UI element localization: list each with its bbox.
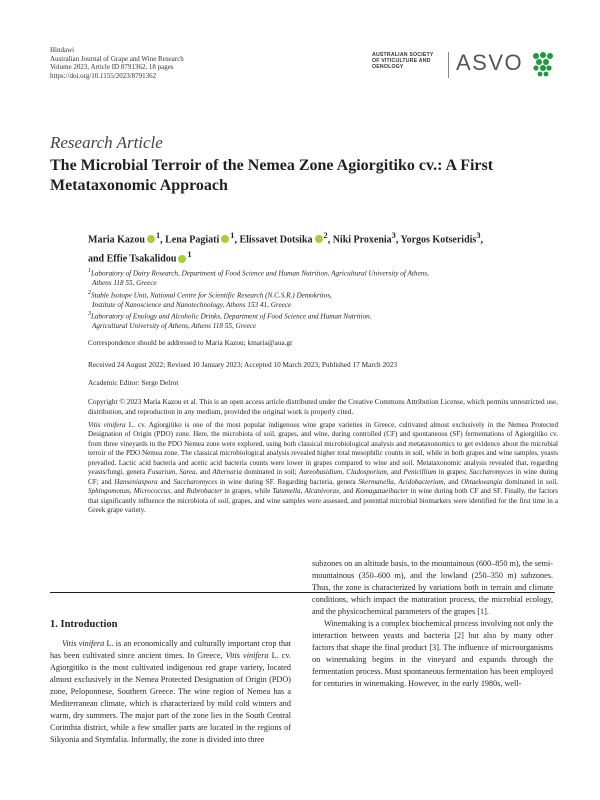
orcid-icon[interactable] xyxy=(147,235,155,243)
author-name[interactable]: Maria Kazou xyxy=(88,234,145,246)
affiliation-item: $^1$Laboratory of Dairy Research, Department of Food Science and Human Nutrition, Agricultural University of Athens, xyxy=(88,268,429,278)
orcid-icon[interactable] xyxy=(315,235,323,243)
affiliation-item: $^3$Laboratory of Enology and Alcoholic Drinks, Department of Food Science and Human Nutrition, xyxy=(88,311,372,321)
section-heading: 1. Introduction xyxy=(50,619,118,630)
journal-header xyxy=(50,46,184,80)
abstract: Vitis vinifera L. cv. Agiorgitiko is one of the most popular indigenous wine grape varieties in Greece, cultivated almost exclusively in the Nemea Protected Designation of Origin (PDO) zone. Here, the microbiota of soil, grapes, and wine, during controlled (CF) and spontaneous (SF) fermentations of Agiorgitiko cv. from three vineyards in the PDO Nemea zone were explored, using both classical microbiological analysis and metataxonomics to get evidence about the microbial terroir of the PDO Nemea zone. The classical microbiological analysis revealed higher total mesophilic counts in soil, while in both grapes and wine samples, yeasts prevailed. Lactic acid bacteria and acetic acid bacteria counts were lower in grapes compared to wine and soil. Metataxonomic analysis revealed that, regarding yeasts/fungi, genera Fusarium, Sarea, and Alternaria dominated in soil; Aureobasidium, Cladosporium, and Penicillium in grapes; Saccharomyces in wine during CF; and Hanseniaspora and Saccharomyces in wine during SF. Regarding bacteria, genera Skermanella, Acidobacterium, and Ohtaekwangia dominated in soil, Sphingomonas, Micrococcus, and Rubrobacter in grapes, while Tatumella, Alcanivorax, and Komagataeibacter in wine during both CF and SF. Finally, the factors that significantly influence the microbiota of soil, grapes, and wine samples were assessed, and potential microbial biomarkers were identified for the first time in a Greek grape variety. xyxy=(88,421,559,515)
correspondence: Correspondence should be addressed to Maria Kazou; kmaria@aua.gr xyxy=(88,338,293,347)
author-name[interactable]: Niki Proxenia xyxy=(332,234,392,246)
journal-name: Australian Journal of Grape and Wine Research xyxy=(50,54,184,63)
author-name[interactable]: Elissavet Dotsika xyxy=(239,234,313,246)
article-type: Research Article xyxy=(50,133,163,152)
body-paragraph: subzones on an altitude basis, to the mountainous (600–850 m), the semi-mountainous (350–600 m), and the lowland (250–350 m) subzones. Thus, the zone is characterized by variations both in terrain and climate conditions, which impact the maturation process, the microbial ecology, and the physicochemical parameters of the grapes [1]. xyxy=(312,559,553,617)
academic-editor: Academic Editor: Serge Delrot xyxy=(88,378,179,387)
author-name[interactable]: Effie Tsakalidou xyxy=(106,253,177,265)
copyright-notice: Copyright © 2023 Maria Kazou et al. This is an open access article distributed under the Creative Commons Attribution License, which permits unrestricted use, distribution, and reproduction in any medium, provided the original work is properly cited. xyxy=(88,397,558,416)
publisher-name: Hindawi xyxy=(50,46,75,54)
article-title: The Microbial Terroir of the Nemea Zone Agiorgitiko cv.: A First Metataxonomic Approach xyxy=(50,157,494,194)
affiliations: $^1$Laboratory of Dairy Research, Department of Food Science and Human Nutrition, Agricultural University of Athens, Athens 118 55, Greece $^2$Stable Isotope Unit, National Centre for Scientific Research (N.C.S.R.) Demokritos, Institute of Nanoscience and Nanotechnology, Athens 153 41, Greece $^3$Laboratory of Enology and Alcoholic Drinks, Department of Food Science and Human Nutrition, Agricultural University of Athens, Athens 118 55, Greece xyxy=(88,267,558,332)
author-name[interactable]: Lena Pagiati xyxy=(165,234,220,246)
publication-dates: Received 24 August 2022; Revised 10 January 2023; Accepted 10 March 2023; Published 17 March 2023 xyxy=(88,360,398,369)
affiliation-item: $^2$Stable Isotope Unit, National Centre for Scientific Research (N.C.S.R.) Demokritos, xyxy=(88,289,332,299)
doi-link[interactable]: https://doi.org/10.1155/2023/8791362 xyxy=(50,71,157,80)
society-logos xyxy=(372,50,552,82)
body-paragraph: Vitis vinifera L. is an economically and culturally important crop that has been cultivated since ancient times. In Greece, Vitis vinifera L. cv. Agiorgitiko is the most cultivated indigenous red grape variety, located almost exclusively in the Nemea Protected Designation of Origin (PDO) zone, Peloponnese, Southern Greece. The wine region of Nemea has a Mediterranean climate, which is characterized by mild cold winters and warm, dry summers. The major part of the zone lies in the South Central Corinthia district, while a few smaller parts are located in the regions of Sikyonia and Stymfalia. Informally, the zone is divided into three xyxy=(50,639,291,745)
volume-info: Volume 2023, Article ID 8791362, 18 pages xyxy=(50,63,174,72)
body-paragraph: Winemaking is a complex biochemical process involving not only the interaction between yeasts and bacteria [2] but also by many other factors that shape the final product [3]. The influence of microorganisms on winemaking begins in the vineyard and expands through the fermentation process. Must spontaneous fermentation has been employed for centuries in winemaking. However, in the early 1980s, well- xyxy=(312,619,553,689)
author-list: Maria Kazou $^1$, Lena Pagiati $^1$, Elissavet Dotsika $^2$, Niki Proxenia$^3$, Yorgos Kotseridis$^3$, and Effie Tsakalidou $^1$ xyxy=(88,231,483,265)
body-column-right xyxy=(312,558,553,691)
body-column-left xyxy=(50,638,291,746)
author-name[interactable]: Yorgos Kotseridis xyxy=(400,234,477,246)
grape-cluster-icon xyxy=(530,50,554,80)
logo-divider xyxy=(448,52,449,78)
orcid-icon[interactable] xyxy=(178,255,186,263)
asvo-society-logo: AUSTRALIAN SOCIETY OF VITICULTURE AND OENOLOGY xyxy=(372,52,434,70)
orcid-icon[interactable] xyxy=(221,235,229,243)
asvo-wordmark: ASVO xyxy=(456,50,524,75)
